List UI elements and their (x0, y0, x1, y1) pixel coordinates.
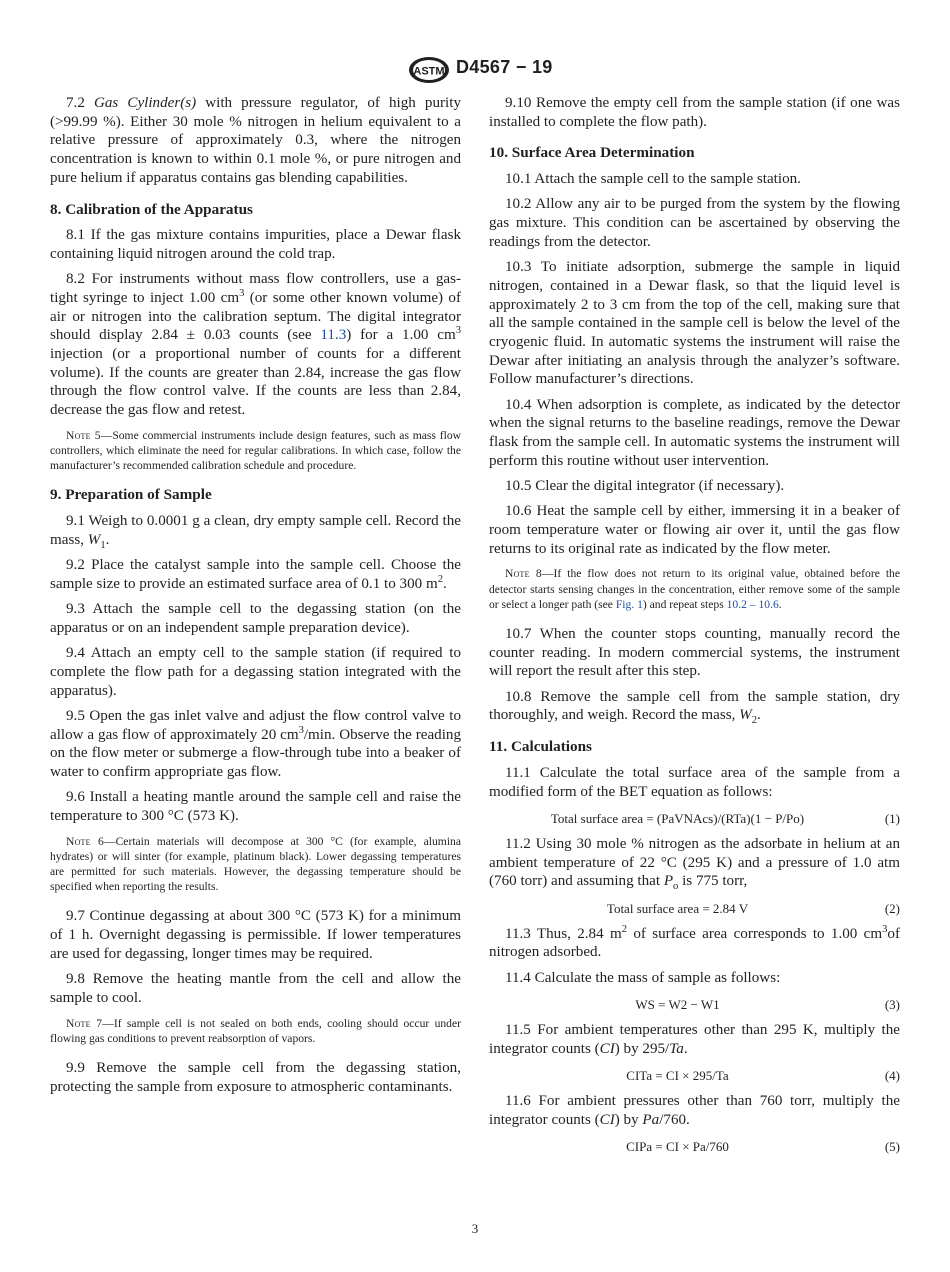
left-column (50, 94, 461, 1103)
para-10-2: 10.2 Allow any air to be purged from the system by the flowing gas mixture. This condition can be ascertained by observing the readings from the detector. (489, 196, 900, 250)
para-10-3: 10.3 To initiate adsorption, submerge the sample in liquid nitrogen, contained in a Dewar flask, so that the liquid level is approximately 2 to 3 cm from the top of the cell, making sure that all the sample contained in the sample cell is below the level of the cryogenic fluid. In automatic systems the instrument will raise the Dewar after initiating an analysis through the analyzer’s software. Follow manufacturer’s directions. (489, 259, 900, 388)
para-11-4: 11.4 Calculate the mass of sample as follows: (505, 969, 781, 986)
equation-5: CIPa = CI × Pa/760 (5) (626, 1138, 900, 1154)
para-10-4: 10.4 When adsorption is complete, as indicated by the detector when the signal returns to the baseline readings, remove the Dewar flask from the sample cell. In automatic systems the instrument will perform this routine without user intervention. (489, 396, 900, 469)
page-number: 3 (471, 1221, 479, 1236)
equation-4: CITa = CI × 295/Ta (4) (626, 1067, 900, 1083)
equation-3: WS = W2 − W1 (3) (635, 996, 900, 1012)
para-10-8: 10.8 Remove the sample cell from the sample station, dry thoroughly, and weigh. Record the mass, $W_2$. (489, 688, 900, 727)
para-11-6: 11.6 For ambient pressures other than 760 torr, multiply the integrator counts (CI) by Pa/760. (489, 1092, 900, 1128)
note-5: Note 5—Some commercial instruments include design features, such as mass flow controllers, which eliminate the need for regular calibrations. In which case, follow the manufacturer’s recommended calibration schedule and procedure. (50, 428, 461, 473)
para-10-7: 10.7 When the counter stops counting, manually record the counter reading. In modern commercial systems, the instrument will report the result after this step. (489, 626, 900, 680)
para-10-6: 10.6 Heat the sample cell by either, immersing it in a beaker of room temperature water or flowing air over it, until the gas flow returns to its original rate as indicated by the flow meter. (489, 503, 900, 557)
para-7-2: 7.2 Gas Cylinder(s) with pressure regulator, of high purity (>99.99 %). Either 30 mole % nitrogen in helium equivalent to a relative pressure of approximately 0.3, where the nitrogen concentration is known to within 0.1 mole %, or pure nitrogen and pure helium if apparatus contains gas blending capabilities. (50, 95, 461, 186)
equation-1: Total surface area = (PaVNAcs)/(RTa)(1 − P/Po) (1) (550, 810, 900, 826)
para-9-9: 9.9 Remove the sample cell from the degassing station, protecting the sample from exposure to atmospheric contaminants. (50, 1060, 461, 1095)
link-fig-1[interactable]: Fig. 1 (615, 597, 643, 611)
document-id: D4567 − 19 (456, 57, 553, 77)
para-9-3: 9.3 Attach the sample cell to the degassing station (on the apparatus or on an independent sample preparation device). (50, 601, 461, 636)
para-9-8: 9.8 Remove the heating mantle from the cell and allow the sample to cool. (50, 971, 461, 1006)
para-11-3: 11.3 Thus, 2.84 $m^2$ of surface area corresponds to 1.00 $cm^3of$ nitrogen adsorbed. (489, 923, 900, 961)
para-10-5: 10.5 Clear the digital integrator (if necessary). (505, 478, 785, 495)
para-10-1: 10.1 Attach the sample cell to the sample station. (505, 171, 801, 188)
note-8: Note 8—If the flow does not return to its original value, obtained before the detector starts sensing changes in the concentration, either remove some of the sample or select a longer path (see Fig. 1) and repeat steps 10.2 – 10.6. (489, 567, 900, 611)
astm-logo-icon (407, 56, 451, 84)
para-9-4: 9.4 Attach an empty cell to the sample station (if required to complete the flow path for a degassing station integrated with the apparatus). (50, 645, 461, 699)
right-column (489, 94, 900, 1163)
note-7: Note 7—If sample cell is not sealed on both ends, cooling should occur under flowing gas conditions to prevent reabsorption of vapors. (50, 1016, 461, 1045)
para-8-2: 8.2 For instruments without mass flow controllers, use a gas-tight syringe to inject 1.00 $cm^3$ (or some other known volume) of air or nitrogen into the calibration septum. The digital integrator should display 2.84 ± 0.03 counts (see 11.3) for a 1.00 $cm^3$ injection (or a proportional number of counts for a different volume). If the counts are greater than 2.84, increase the gas flow through the flow control valve. If the counts are less than 2.84, decrease the gas flow and retest. (50, 271, 461, 419)
section-heading-8: 8. Calibration of the Apparatus (50, 200, 253, 218)
para-9-5: 9.5 Open the gas inlet valve and adjust the flow control valve to allow a gas flow of approximately 20 $cm^3/\min$. Observe the reading on the flow meter or submerge a flow-through tube into a beaker of water to confirm appropriate gas flow. (50, 707, 461, 780)
page-header (0, 56, 950, 86)
link-11-3[interactable]: 11.3 (320, 327, 347, 344)
para-11-5: 11.5 For ambient temperatures other than 295 K, multiply the integrator counts (CI) by 295/Ta. (489, 1021, 900, 1057)
section-heading-9: 9. Preparation of Sample (50, 486, 212, 504)
para-9-6: 9.6 Install a heating mantle around the sample cell and raise the temperature to 300 °C (573 K). (50, 789, 461, 824)
link-10-2-10-6[interactable]: 10.2 – 10.6 (726, 597, 779, 611)
section-heading-10: 10. Surface Area Determination (489, 144, 695, 162)
equation-2: Total surface area = 2.84 V (2) (606, 900, 900, 916)
para-11-1: 11.1 Calculate the total surface area of the sample from a modified form of the BET equation as follows: (489, 764, 900, 800)
para-8-1: 8.1 If the gas mixture contains impurities, place a Dewar flask containing liquid nitrogen around the cold trap. (50, 227, 461, 262)
logo-text: ASTM (413, 65, 445, 78)
para-9-1: 9.1 Weigh to 0.0001 g a clean, dry empty sample cell. Record the mass, $W_1$. (50, 513, 461, 551)
note-6: Note 6—Certain materials will decompose at 300 °C (for example, alumina hydrates) or will sinter (for example, platinum black). Lower degassing temperatures are permitted for such materials. However, the degassing temperature should be specified when reporting the results. (50, 834, 461, 894)
para-9-2: 9.2 Place the catalyst sample into the sample cell. Choose the sample size to provide an estimated surface area of 0.1 to 300 $m^2$. (50, 557, 461, 592)
section-heading-11: 11. Calculations (489, 738, 592, 756)
para-9-10: 9.10 Remove the empty cell from the sample station (if one was installed to complete the flow path). (489, 95, 900, 130)
para-11-2: 11.2 Using 30 mole % nitrogen as the adsorbate in helium at an ambient temperature of 22 °C (295 K) and a pressure of 1.0 atm (760 torr) and assuming that $P_o$ is 775 torr, (489, 835, 900, 893)
para-9-7: 9.7 Continue degassing at about 300 °C (573 K) for a minimum of 1 h. Overnight degassing is permissible. If lower temperatures are used for degassing, longer times may be required. (50, 908, 461, 962)
